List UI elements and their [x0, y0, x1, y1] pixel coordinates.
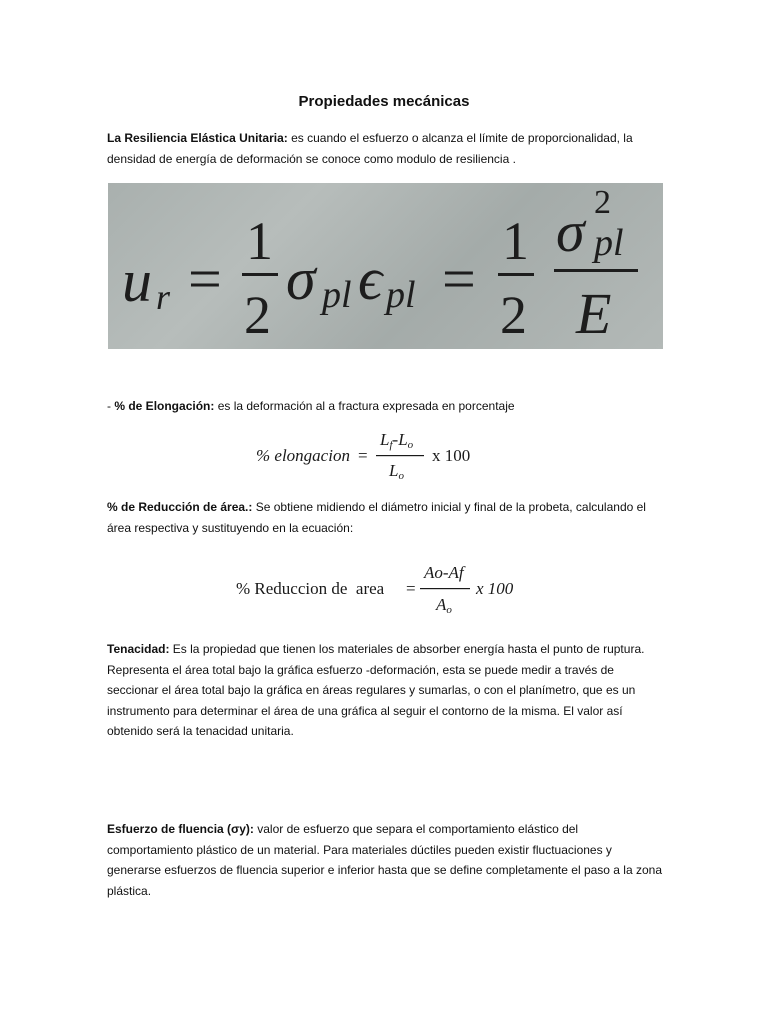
yield-stress-paragraph — [107, 819, 667, 901]
formula-sigma-2: σ — [556, 199, 585, 264]
reduction-paragraph — [107, 497, 667, 538]
reduction-eq: = — [406, 579, 416, 598]
elongation-lhs: % elongacion — [256, 446, 350, 465]
elongation-term: % de Elongación: — [114, 399, 215, 413]
elongation-prefix: - — [107, 399, 115, 413]
formula-half-den-2: 2 — [500, 285, 527, 345]
yield-stress-term: Esfuerzo de fluencia (σy): — [107, 822, 254, 836]
formula-u: u — [122, 248, 152, 314]
elongation-formula — [0, 424, 768, 484]
reduction-multiplier: x 100 — [476, 579, 514, 598]
reduction-num: Ao-Af — [424, 563, 464, 582]
elongation-eq: = — [358, 446, 368, 465]
tenacity-paragraph — [107, 639, 667, 742]
formula-half-den-1: 2 — [244, 285, 271, 345]
formula-half-num-1: 1 — [246, 211, 273, 271]
reduction-term: % de Reducción de área.: — [107, 500, 253, 514]
reduction-den: Ao — [436, 595, 452, 616]
elongation-den: Lo — [389, 461, 404, 482]
reduction-lhs: % Reduccion de area — [236, 579, 385, 598]
reduction-text: Se obtiene midiendo el diámetro inicial y final de la probeta, calculando el área respectiva y sustituyendo en la ecuación: — [107, 500, 646, 535]
tenacity-text: Es la propiedad que tienen los materiales de absorber energía hasta el punto de ruptura. Representa el área total bajo la gráfica esfuerzo -deformación, esta se puede medir a través de seccionar el área total bajo la gráfica en áreas regulares y sumarlas, o con el planímetro, que es un instrumento para determinar el área de una gráfica al seguir el contorno de la misma. El valor así obtenido será la tenacidad unitaria. — [107, 642, 645, 738]
formula-E: E — [576, 281, 612, 346]
elongation-paragraph — [107, 396, 667, 417]
elongation-fraction-bar — [376, 455, 424, 456]
formula-eq-1: = — [188, 246, 222, 312]
formula-u-sub: r — [156, 277, 171, 317]
resilience-term: La Resiliencia Elástica Unitaria: — [107, 131, 288, 145]
formula-fraction-bar-1 — [242, 273, 278, 276]
elongation-multiplier: x 100 — [432, 446, 471, 465]
resilience-paragraph — [107, 128, 667, 169]
formula-fraction-bar-2 — [498, 273, 534, 276]
tenacity-term: Tenacidad: — [107, 642, 170, 656]
formula-epsilon-sub: pl — [386, 274, 416, 316]
formula-sigma-1-sub: pl — [322, 274, 352, 316]
page-title: Propiedades mecánicas — [298, 93, 470, 110]
formula-eq-2: = — [442, 246, 476, 312]
resilience-text: es cuando el esfuerzo o alcanza el límite de proporcionalidad, la densidad de energía de deformación se conoce como modulo de resiliencia . — [107, 131, 633, 166]
formula-half-num-2: 1 — [502, 211, 529, 271]
formula-epsilon: ϵ — [358, 246, 383, 312]
reduction-formula — [0, 560, 768, 620]
yield-stress-text: valor de esfuerzo que separa el comportamiento elástico del comportamiento plástico de un material. Para materiales dúctiles pueden existir fluctuaciones y generarse esfuerzos de fluencia superior e inferior hasta que se define completamente el paso a la zona plástica. — [107, 822, 663, 898]
resilience-formula-image — [108, 183, 663, 349]
formula-sigma-1: σ — [286, 246, 316, 312]
elongation-num: Lf-Lo — [380, 430, 414, 451]
formula-sigma-2-sub: pl — [594, 222, 624, 264]
formula-sigma-2-sup: 2 — [594, 184, 611, 221]
formula-fraction-bar-3 — [554, 269, 638, 272]
reduction-fraction-bar — [420, 588, 470, 589]
elongation-text: es la deformación al a fractura expresada en porcentaje — [214, 399, 515, 413]
